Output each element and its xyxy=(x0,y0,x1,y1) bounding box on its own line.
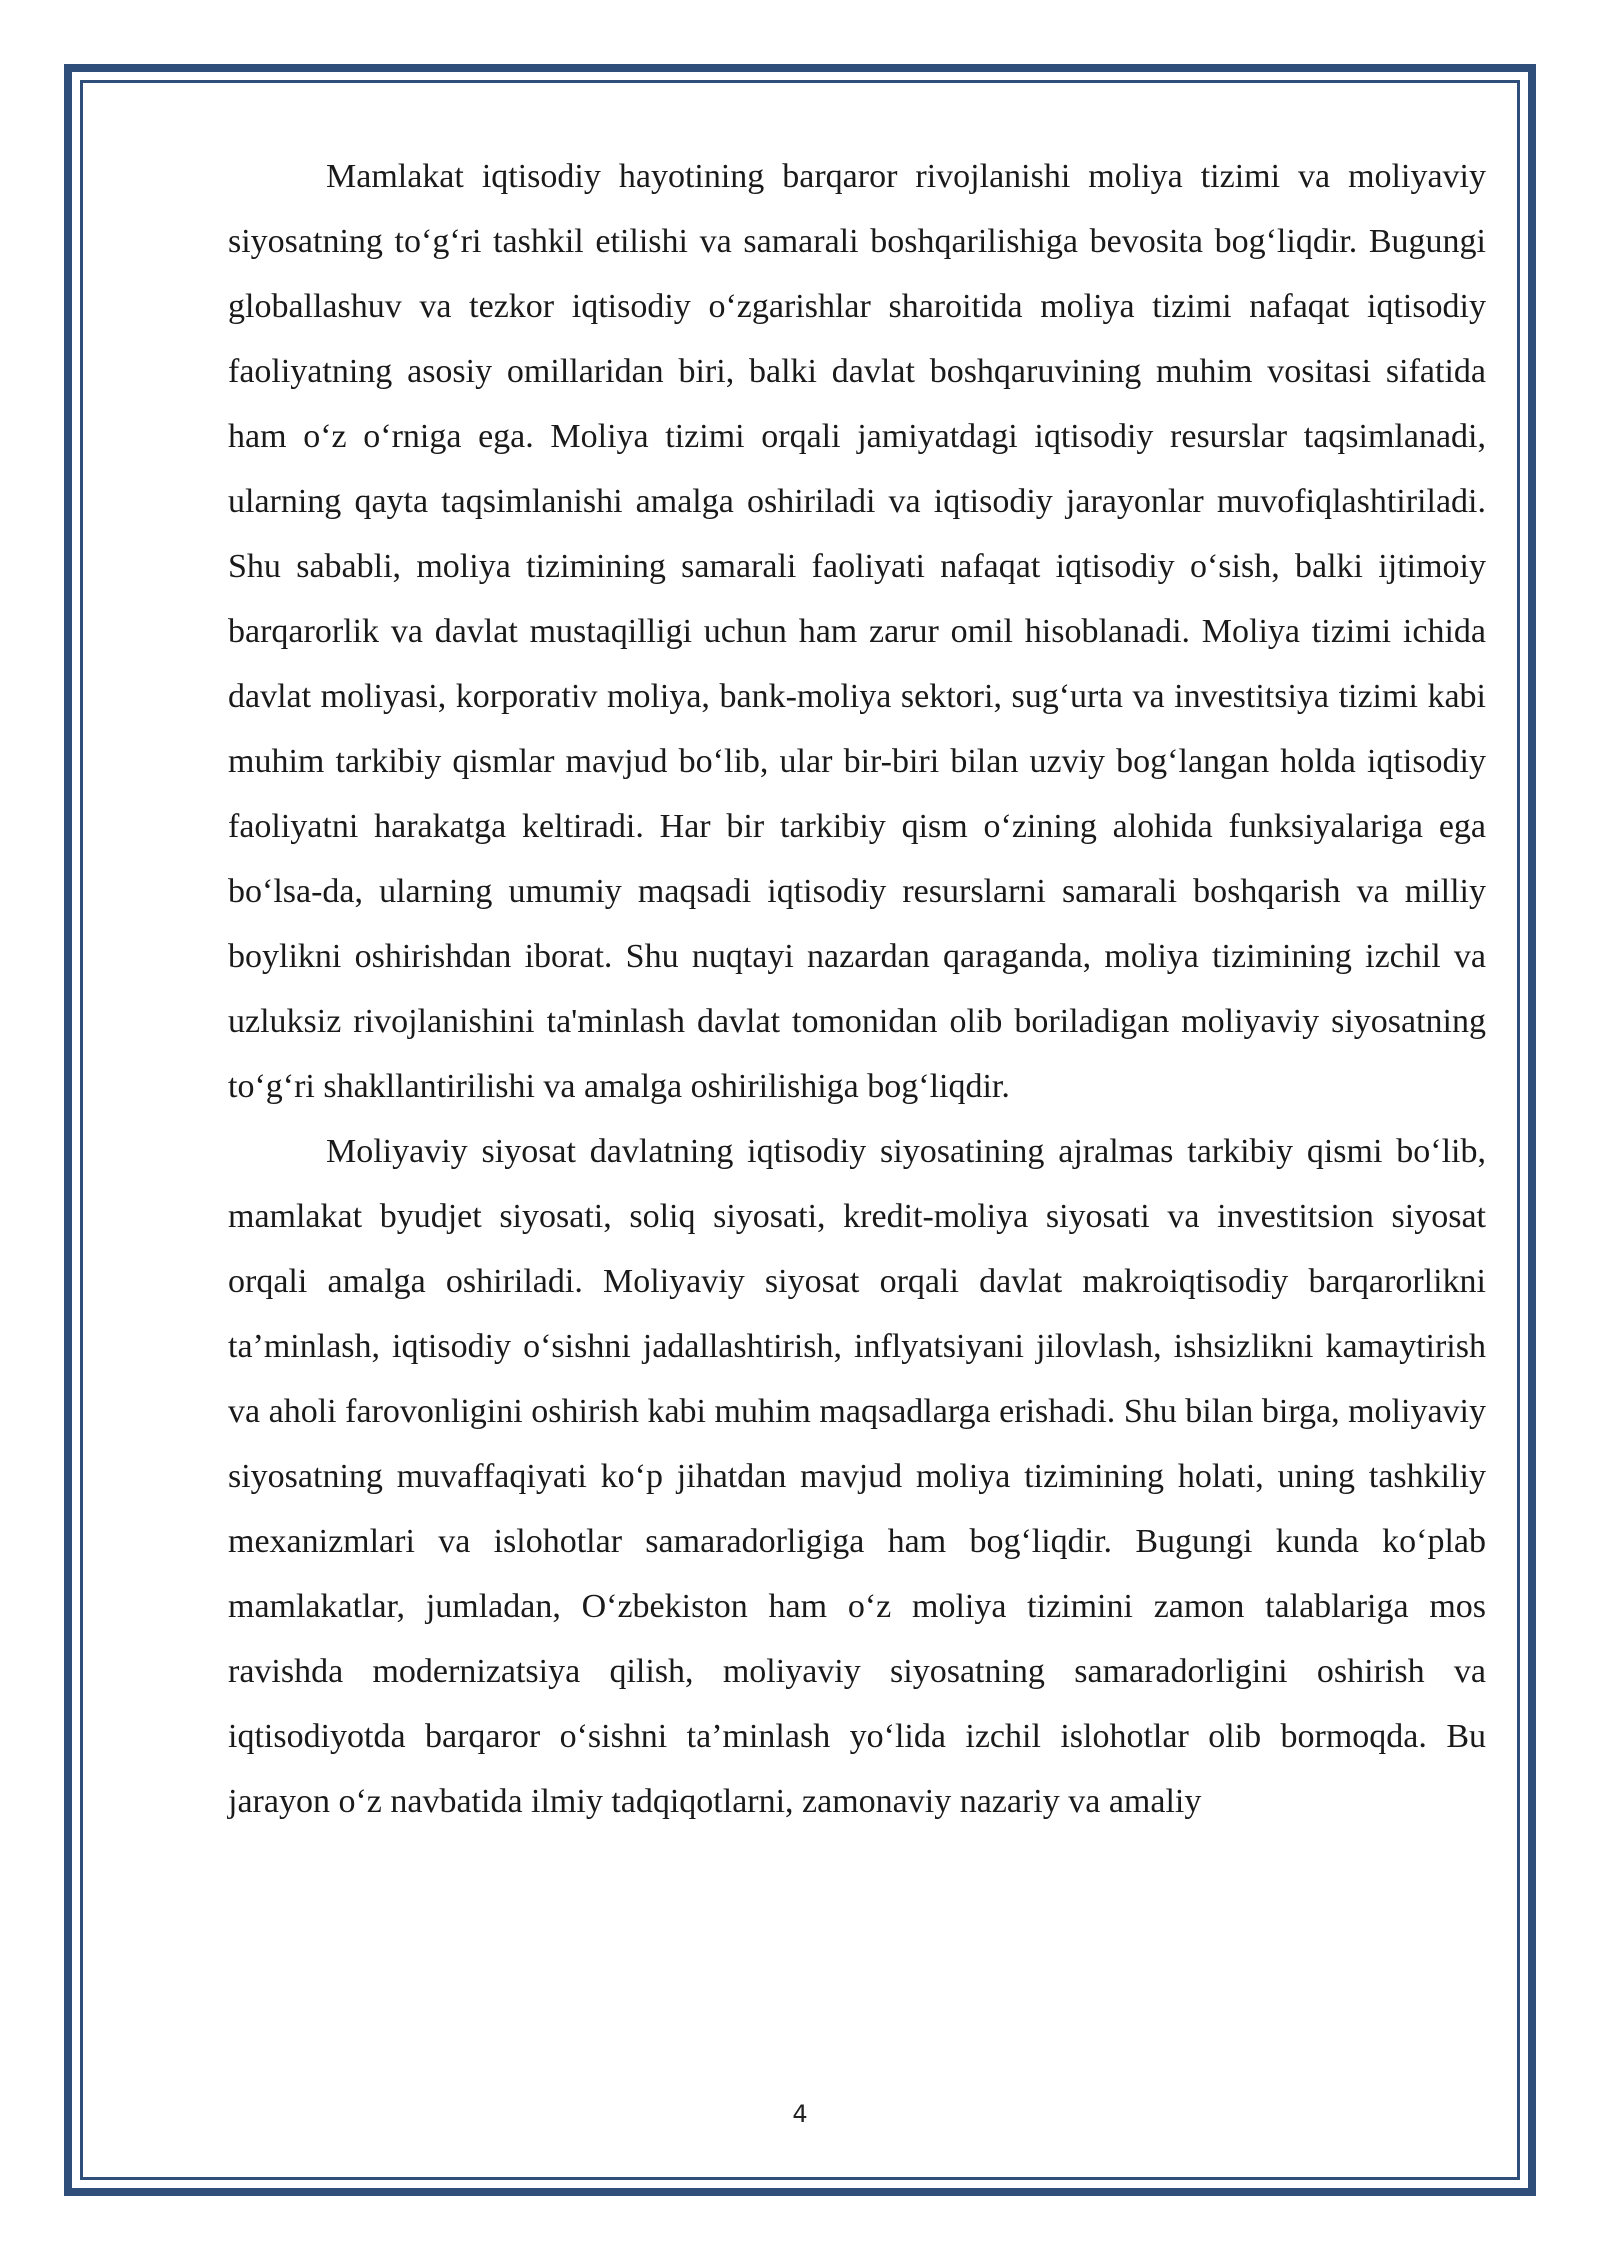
document-body xyxy=(228,144,1486,1834)
paragraph-1: Mamlakat iqtisodiy hayotining barqaror rivojlanishi moliya tizimi va moliyaviy siyosatning to‘g‘ri tashkil etilishi va samarali boshqarilishiga bevosita bog‘liqdir. Bugungi globallashuv va tezkor iqtisodiy o‘zgarishlar sharoitida moliya tizimi nafaqat iqtisodiy faoliyatning asosiy omillaridan biri, balki davlat boshqaruvining muhim vositasi sifatida ham o‘z o‘rniga ega. Moliya tizimi orqali jamiyatdagi iqtisodiy resurslar taqsimlanadi, ularning qayta taqsimlanishi amalga oshiriladi va iqtisodiy jarayonlar muvofiqlashtiriladi. Shu sababli, moliya tizimining samarali faoliyati nafaqat iqtisodiy o‘sish, balki ijtimoiy barqarorlik va davlat mustaqilligi uchun ham zarur omil hisoblanadi. Moliya tizimi ichida davlat moliyasi, korporativ moliya, bank-moliya sektori, sug‘urta va investitsiya tizimi kabi muhim tarkibiy qismlar mavjud bo‘lib, ular bir-biri bilan uzviy bog‘langan holda iqtisodiy faoliyatni harakatga keltiradi. Har bir tarkibiy qism o‘zining alohida funksiyalariga ega bo‘lsa-da, ularning umumiy maqsadi iqtisodiy resurslarni samarali boshqarish va milliy boylikni oshirishdan iborat. Shu nuqtayi nazardan qaraganda, moliya tizimining izchil va uzluksiz rivojlanishini ta'minlash davlat tomonidan olib boriladigan moliyaviy siyosatning to‘g‘ri shakllantirilishi va amalga oshirilishiga bog‘liqdir. xyxy=(228,158,1486,1105)
paragraph-2: Moliyaviy siyosat davlatning iqtisodiy siyosatining ajralmas tarkibiy qismi bo‘lib, mamlakat byudjet siyosati, soliq siyosati, kredit-moliya siyosati va investitsion siyosat orqali amalga oshiriladi. Moliyaviy siyosat orqali davlat makroiqtisodiy barqarorlikni ta’minlash, iqtisodiy o‘sishni jadallashtirish, inflyatsiyani jilovlash, ishsizlikni kamaytirish va aholi farovonligini oshirish kabi muhim maqsadlarga erishadi. Shu bilan birga, moliyaviy siyosatning muvaffaqiyati ko‘p jihatdan mavjud moliya tizimining holati, uning tashkiliy mexanizmlari va islohotlar samaradorligiga ham bog‘liqdir. Bugungi kunda ko‘plab mamlakatlar, jumladan, O‘zbekiston ham o‘z moliya tizimini zamon talablariga mos ravishda modernizatsiya qilish, moliyaviy siyosatning samaradorligini oshirish va iqtisodiyotda barqaror o‘sishni ta’minlash yo‘lida izchil islohotlar olib bormoqda. Bu jarayon o‘z navbatida ilmiy tadqiqotlarni, zamonaviy nazariy va amaliy xyxy=(228,1133,1486,1820)
page-number: 4 xyxy=(792,2100,808,2128)
